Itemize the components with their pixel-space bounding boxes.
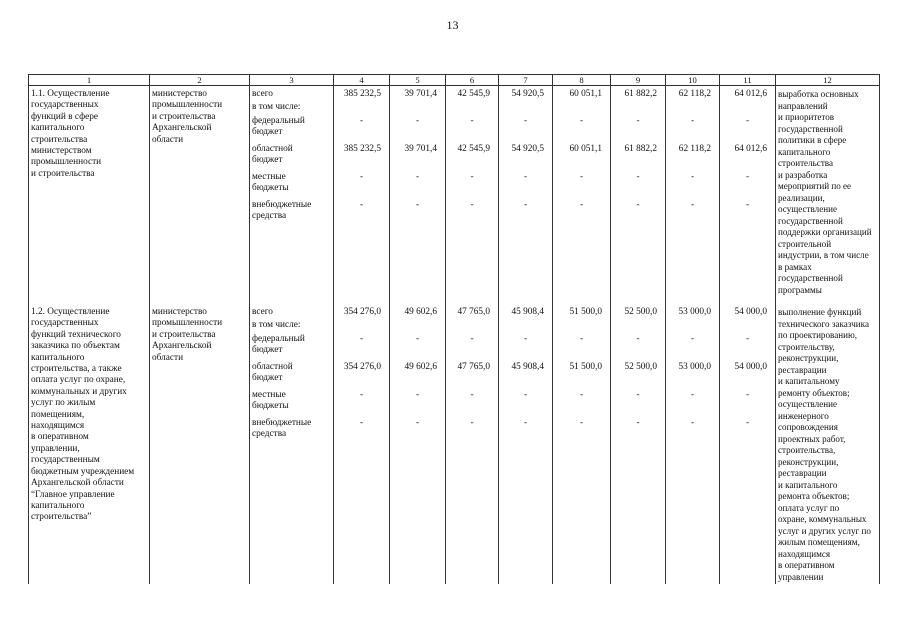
funding-value: - bbox=[636, 333, 640, 344]
page-number: 13 bbox=[446, 18, 459, 32]
funding-value: 64 012,6 bbox=[734, 89, 767, 99]
value-cell bbox=[334, 86, 390, 307]
funding-value: - bbox=[745, 389, 750, 400]
funding-source: внебюджетные средства bbox=[252, 417, 312, 440]
funding-value: 47 765,0 bbox=[457, 307, 490, 317]
funding-value: - bbox=[579, 417, 584, 428]
expected-result-cell bbox=[776, 306, 880, 584]
funding-value bbox=[501, 102, 550, 113]
funding-value: - bbox=[636, 389, 640, 400]
funding-source: в том числе: bbox=[252, 102, 301, 113]
header-row bbox=[29, 75, 880, 86]
expected-result: выполнение функций технического заказчика по проектированию, строительству, реконструкции, реставрации и капитальному ремонту объектов; осуществление инженерного сопровождения проектных работ, строительства, реконструкции, реставрации и капитального ремонта объектов; оплата услуг по охране, коммунальных услуг и других услуг по жилым помещениям, находящимся в оперативном управлении bbox=[778, 307, 871, 582]
funding-value: 64 012,6 bbox=[734, 143, 767, 154]
funding-value: - bbox=[523, 199, 528, 210]
value-cell bbox=[553, 306, 611, 584]
col-header: 1 bbox=[29, 75, 150, 86]
funding-value bbox=[448, 102, 496, 113]
funding-value: - bbox=[470, 199, 474, 210]
funding-source: всего bbox=[252, 89, 273, 99]
funding-value: 53 000,0 bbox=[678, 361, 711, 372]
funding-value bbox=[668, 102, 717, 113]
funding-value bbox=[613, 320, 663, 331]
funding-value: 61 882,2 bbox=[624, 143, 657, 154]
funding-value: - bbox=[745, 171, 750, 182]
value-cell bbox=[499, 86, 553, 307]
funding-value: - bbox=[470, 417, 474, 428]
expected-result-cell bbox=[776, 86, 880, 307]
funding-source: местные бюджеты bbox=[252, 389, 289, 412]
funding-value: 52 500,0 bbox=[624, 307, 657, 317]
col-header: 5 bbox=[390, 75, 446, 86]
funding-value: 354 276,0 bbox=[343, 307, 381, 317]
funding-value: - bbox=[359, 389, 364, 400]
funding-value: 53 000,0 bbox=[678, 307, 711, 317]
funding-value: - bbox=[415, 417, 420, 428]
col-header: 3 bbox=[250, 75, 334, 86]
funding-value: - bbox=[470, 115, 474, 126]
funding-value: - bbox=[579, 115, 584, 126]
funding-value: - bbox=[470, 389, 474, 400]
value-cell bbox=[666, 86, 720, 307]
funding-value: 54 000,0 bbox=[734, 361, 767, 372]
funding-value: - bbox=[745, 333, 750, 344]
funding-value: - bbox=[690, 417, 695, 428]
funding-value: - bbox=[523, 333, 528, 344]
funding-value bbox=[501, 320, 550, 331]
funding-value: 54 000,0 bbox=[734, 307, 767, 317]
measure-name: 1.1. Осуществление государственных функций в сфере капитального строительства министерством промышленности и строительства bbox=[31, 89, 110, 179]
funding-value bbox=[668, 320, 717, 331]
funding-source: федеральный бюджет bbox=[252, 115, 305, 138]
funding-value: 47 765,0 bbox=[457, 361, 490, 372]
funding-value bbox=[555, 102, 608, 113]
funding-value: - bbox=[415, 199, 420, 210]
funding-value bbox=[392, 102, 443, 113]
funding-source: местные бюджеты bbox=[252, 171, 289, 194]
funding-value: - bbox=[579, 333, 584, 344]
funding-value: - bbox=[745, 417, 750, 428]
funding-value: - bbox=[690, 389, 695, 400]
funding-value: - bbox=[359, 417, 364, 428]
funding-value: 45 908,4 bbox=[511, 361, 544, 372]
funding-value bbox=[722, 320, 773, 331]
funding-source: областной бюджет bbox=[252, 143, 293, 166]
funding-value: - bbox=[690, 171, 695, 182]
funding-value: 385 232,5 bbox=[343, 89, 381, 99]
program-table bbox=[28, 74, 880, 584]
funding-value bbox=[448, 320, 496, 331]
funding-value: - bbox=[636, 115, 640, 126]
value-cell bbox=[446, 86, 499, 307]
value-cell bbox=[553, 86, 611, 307]
funding-value: - bbox=[415, 389, 420, 400]
funding-value: 42 545,9 bbox=[457, 143, 490, 154]
funding-value: 60 051,1 bbox=[569, 143, 602, 154]
funding-value: - bbox=[415, 171, 420, 182]
funding-value bbox=[555, 320, 608, 331]
measure-name-cell bbox=[29, 86, 150, 307]
col-header: 8 bbox=[553, 75, 611, 86]
funding-source: внебюджетные средства bbox=[252, 199, 312, 222]
funding-value: 354 276,0 bbox=[343, 361, 381, 372]
funding-value: - bbox=[636, 417, 640, 428]
value-cell bbox=[720, 306, 776, 584]
executor-name: министерство промышленности и строительства Архангельской области bbox=[152, 89, 223, 145]
funding-value: 45 908,4 bbox=[511, 307, 544, 317]
value-cell bbox=[390, 306, 446, 584]
funding-source: областной бюджет bbox=[252, 361, 293, 384]
funding-value: - bbox=[523, 115, 528, 126]
funding-value: - bbox=[690, 115, 695, 126]
funding-value bbox=[613, 102, 663, 113]
funding-value: 62 118,2 bbox=[678, 89, 711, 99]
value-cell bbox=[390, 86, 446, 307]
col-header: 7 bbox=[499, 75, 553, 86]
funding-value: - bbox=[415, 333, 420, 344]
measure-name: 1.2. Осуществление государственных функций технического заказчика по объектам капитального строительства, а также оплата услуг по охране, коммунальных и других услуг по жилым помещениям, находящимся в оперативном управлении, государственным бюджетным учреждением Архангельской области “Главное управление капитального строительства” bbox=[31, 307, 135, 523]
table-row bbox=[29, 86, 880, 307]
funding-value: 39 701,4 bbox=[404, 89, 437, 99]
value-cell bbox=[611, 306, 666, 584]
funding-value: - bbox=[470, 333, 474, 344]
funding-value: - bbox=[579, 199, 584, 210]
value-cell bbox=[666, 306, 720, 584]
funding-value: 60 051,1 bbox=[569, 89, 602, 99]
funding-value: - bbox=[579, 389, 584, 400]
funding-sources-cell bbox=[250, 306, 334, 584]
executor-name: министерство промышленности и строительства Архангельской области bbox=[152, 307, 223, 363]
table-row bbox=[29, 306, 880, 584]
funding-value bbox=[722, 102, 773, 113]
funding-value bbox=[392, 320, 443, 331]
funding-value: - bbox=[359, 115, 364, 126]
funding-value bbox=[336, 102, 387, 113]
executor-cell bbox=[150, 306, 250, 584]
funding-value: 51 500,0 bbox=[569, 361, 602, 372]
funding-sources-cell bbox=[250, 86, 334, 307]
col-header: 11 bbox=[720, 75, 776, 86]
col-header: 10 bbox=[666, 75, 720, 86]
executor-cell bbox=[150, 86, 250, 307]
funding-value: - bbox=[523, 389, 528, 400]
funding-value: 54 920,5 bbox=[511, 143, 544, 154]
value-cell bbox=[446, 306, 499, 584]
funding-value: 42 545,9 bbox=[457, 89, 490, 99]
funding-value: 385 232,5 bbox=[343, 143, 381, 154]
value-cell bbox=[499, 306, 553, 584]
measure-name-cell bbox=[29, 306, 150, 584]
funding-value: - bbox=[745, 199, 750, 210]
funding-value: - bbox=[359, 171, 364, 182]
funding-value: 62 118,2 bbox=[678, 143, 711, 154]
col-header: 6 bbox=[446, 75, 499, 86]
funding-value: - bbox=[579, 171, 584, 182]
funding-value: 54 920,5 bbox=[511, 89, 544, 99]
expected-result: выработка основных направлений и приоритетов государственной политики в сфере капитального строительства и разработка мероприятий по ее реализации, осуществление государственной поддержки организаций строительной индустрии, в том числе в рамках государственной программы bbox=[778, 89, 872, 295]
funding-value: - bbox=[470, 171, 474, 182]
funding-value: - bbox=[359, 333, 364, 344]
funding-source: федеральный бюджет bbox=[252, 333, 305, 356]
funding-source: всего bbox=[252, 307, 273, 317]
funding-value: 61 882,2 bbox=[624, 89, 657, 99]
col-header: 9 bbox=[611, 75, 666, 86]
funding-value: 49 602,6 bbox=[404, 361, 437, 372]
funding-value: - bbox=[523, 417, 528, 428]
funding-value: 39 701,4 bbox=[404, 143, 437, 154]
col-header: 4 bbox=[334, 75, 390, 86]
value-cell bbox=[611, 86, 666, 307]
funding-value: - bbox=[690, 333, 695, 344]
value-cell bbox=[334, 306, 390, 584]
funding-value: - bbox=[359, 199, 364, 210]
funding-value: - bbox=[636, 171, 640, 182]
funding-value: - bbox=[636, 199, 640, 210]
funding-value: - bbox=[523, 171, 528, 182]
funding-value: 52 500,0 bbox=[624, 361, 657, 372]
funding-value: - bbox=[745, 115, 750, 126]
funding-value: 49 602,6 bbox=[404, 307, 437, 317]
value-cell bbox=[720, 86, 776, 307]
funding-value bbox=[336, 320, 387, 331]
funding-source: в том числе: bbox=[252, 320, 301, 331]
funding-value: - bbox=[415, 115, 420, 126]
col-header: 2 bbox=[150, 75, 250, 86]
funding-value: - bbox=[690, 199, 695, 210]
funding-value: 51 500,0 bbox=[569, 307, 602, 317]
col-header: 12 bbox=[776, 75, 880, 86]
